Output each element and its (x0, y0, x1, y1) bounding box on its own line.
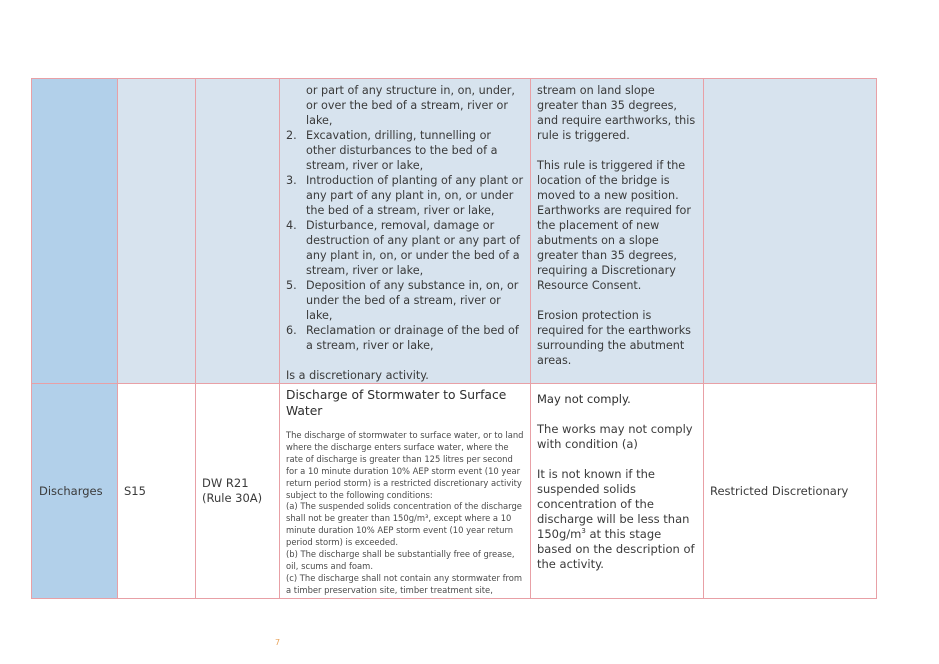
page-number: 7 (275, 638, 281, 647)
rules-table (31, 78, 877, 599)
compliance-paragraph: It is not known if the suspended solids concentration of the discharge will be less than $150g/m^3$ at this stage based on the description of the activity. (537, 467, 695, 571)
list-item: 2. Excavation, drilling, tunnelling or other disturbances to the bed of a stream, river or lake, (286, 129, 498, 172)
activity-list (286, 83, 524, 353)
table-row (32, 79, 877, 384)
rule-text-cell (280, 384, 531, 599)
status-cell (704, 79, 877, 384)
rule-title: Discharge of Stormwater to Surface Water (286, 388, 507, 418)
activity-status-text: Is a discretionary activity. (286, 369, 429, 382)
list-item: 5. Deposition of any substance in, on, or under the bed of a stream, river or lake, (286, 279, 519, 322)
list-item: 4. Disturbance, removal, damage or destruction of any plant or any part of any plant in, on, or under the bed of a stream, river or lake, (286, 219, 520, 277)
rule-condition: (c) The discharge shall not contain any stormwater from a timber preservation site, timber treatment site, (286, 572, 523, 595)
status-cell (704, 384, 877, 599)
rule-cell (196, 384, 280, 599)
topic-cell (32, 79, 118, 384)
topic-cell (32, 384, 118, 599)
reference-cell (118, 79, 196, 384)
assessment-cell (531, 79, 704, 384)
list-item: 3. Introduction of planting of any plant or any part of any plant in, on, or under the bed of a stream, river or lake, (286, 174, 524, 217)
topic-label: Discharges (39, 483, 103, 498)
rule-body (280, 430, 530, 597)
assessment-paragraph: This rule is triggered if the location of the bridge is moved to a new position. Earthworks are required for the placement of new abutments on a slope greater than 35 degrees, requiring a Discretionary Resource Consent. (537, 159, 691, 292)
list-item: or part of any structure in, on, under, or over the bed of a stream, river or lake, (306, 84, 515, 127)
assessment-paragraph: Erosion protection is required for the earthworks surrounding the abutment areas. (537, 309, 692, 367)
rule-text-cell (280, 79, 531, 384)
compliance-heading: May not comply. (537, 392, 631, 406)
rule-condition: (a) The suspended solids concentration of the discharge shall not be greater than 150g/m³, except where a 10 minute duration 10% AEP storm event (10 year return period storm) is exceeded. (286, 501, 522, 548)
assessment-cell (531, 384, 704, 599)
rule-label: DW R21 (Rule 30A) (202, 476, 263, 505)
compliance-paragraph: The works may not comply with condition (a) (537, 422, 693, 451)
reference-cell (118, 384, 196, 599)
reference-label: S15 (124, 483, 146, 498)
activity-status-label: Restricted Discretionary (710, 483, 849, 498)
list-item: 6. Reclamation or drainage of the bed of a stream, river or lake, (286, 324, 519, 352)
rule-condition: (b) The discharge shall be substantially free of grease, oil, scums and foam. (286, 549, 515, 571)
table-row (32, 384, 877, 599)
assessment-paragraph: stream on land slope greater than 35 degrees, and require earthworks, this rule is triggered. (537, 84, 696, 142)
rule-cell (196, 79, 280, 384)
rule-paragraph: The discharge of stormwater to surface water, or to land where the discharge enters surface water, where the rate of discharge is greater than 125 litres per second for a 10 minute duration 10% AEP storm event (10 year return period storm) is a restricted discretionary activity subject to the following conditions: (286, 430, 524, 500)
